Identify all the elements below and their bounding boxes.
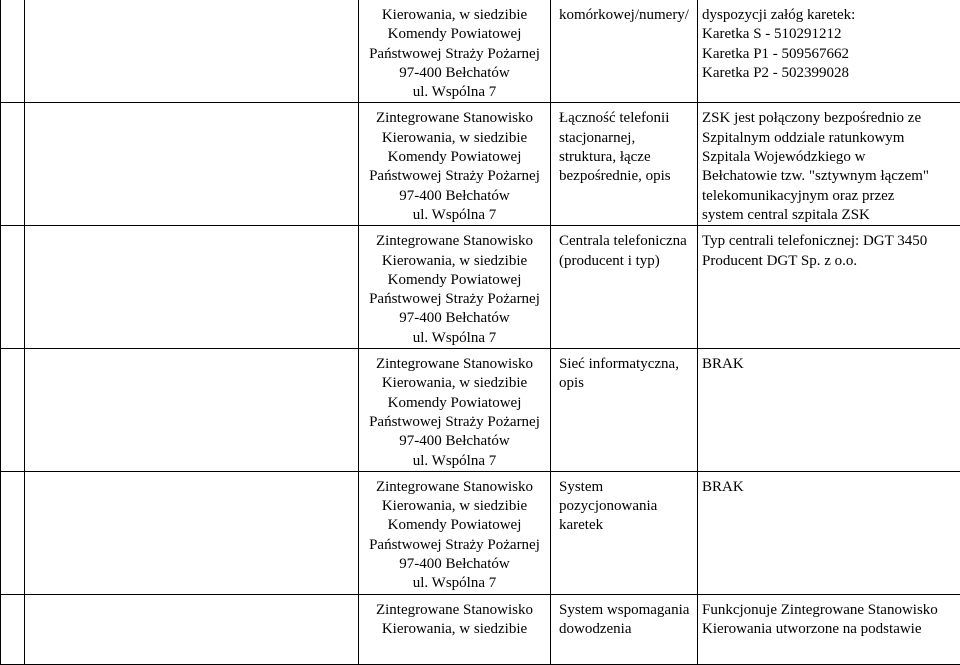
- description-line: Producent DGT Sp. z o.o.: [702, 252, 956, 271]
- category-line: bezpośrednie, opis: [559, 167, 691, 186]
- unit-line: 97-400 Bełchatów: [359, 64, 550, 83]
- description-line: Karetka P1 - 509567662: [702, 45, 956, 64]
- unit-line: ul. Wspólna 7: [359, 452, 550, 471]
- unit-line: ul. Wspólna 7: [359, 574, 550, 593]
- blank-cell: [25, 103, 359, 226]
- unit-line: ul. Wspólna 7: [359, 329, 550, 348]
- category-line: struktura, łącze: [559, 148, 691, 167]
- row-number-cell: [1, 471, 25, 594]
- description-line: BRAK: [702, 478, 956, 497]
- unit-line: Państwowej Straży Pożarnej: [359, 290, 550, 309]
- category-line: karetek: [559, 516, 691, 535]
- unit-cell: [359, 471, 551, 594]
- unit-line: Kierowania, w siedzibie: [359, 374, 550, 393]
- unit-line: Państwowej Straży Pożarnej: [359, 413, 550, 432]
- row-number-cell: [1, 226, 25, 349]
- unit-line: ul. Wspólna 7: [359, 83, 550, 102]
- blank-cell: [25, 0, 359, 103]
- description-line: Funkcjonuje Zintegrowane Stanowisko: [702, 601, 956, 620]
- category-line: System: [559, 478, 691, 497]
- blank-cell: [25, 594, 359, 664]
- description-line: telekomunikacyjnym oraz przez: [702, 187, 956, 206]
- unit-line: 97-400 Bełchatów: [359, 555, 550, 574]
- description-line: Kierowania utworzone na podstawie: [702, 620, 956, 639]
- row-number-cell: [1, 103, 25, 226]
- table-row: [1, 594, 960, 664]
- unit-cell: [359, 349, 551, 472]
- unit-cell: [359, 594, 551, 664]
- category-cell: [551, 349, 698, 472]
- description-line: system central szpitala ZSK: [702, 206, 956, 225]
- category-cell: [551, 471, 698, 594]
- unit-line: 97-400 Bełchatów: [359, 309, 550, 328]
- category-cell: [551, 594, 698, 664]
- description-cell: [698, 594, 960, 664]
- unit-line: Komendy Powiatowej: [359, 394, 550, 413]
- unit-line: Zintegrowane Stanowisko: [359, 232, 550, 251]
- unit-cell: [359, 0, 551, 103]
- unit-line: 97-400 Bełchatów: [359, 432, 550, 451]
- unit-cell: [359, 226, 551, 349]
- unit-line: Komendy Powiatowej: [359, 516, 550, 535]
- unit-cell: [359, 103, 551, 226]
- description-cell: [698, 471, 960, 594]
- unit-line: Zintegrowane Stanowisko: [359, 109, 550, 128]
- category-line: komórkowej/numery/: [559, 6, 691, 25]
- unit-line: Zintegrowane Stanowisko: [359, 478, 550, 497]
- description-line: Typ centrali telefonicznej: DGT 3450: [702, 232, 956, 251]
- unit-line: Komendy Powiatowej: [359, 271, 550, 290]
- unit-line: Zintegrowane Stanowisko: [359, 601, 550, 620]
- category-line: dowodzenia: [559, 620, 691, 639]
- description-line: dyspozycji załóg karetek:: [702, 6, 956, 25]
- description-line: BRAK: [702, 355, 956, 374]
- blank-cell: [25, 471, 359, 594]
- description-cell: [698, 103, 960, 226]
- description-cell: [698, 226, 960, 349]
- description-line: Szpitalnym oddziale ratunkowym: [702, 129, 956, 148]
- description-line: Karetka P2 - 502399028: [702, 64, 956, 83]
- unit-line: Komendy Powiatowej: [359, 25, 550, 44]
- category-line: Centrala telefoniczna: [559, 232, 691, 251]
- description-cell: [698, 349, 960, 472]
- category-line: Sieć informatyczna,: [559, 355, 691, 374]
- table-row: [1, 103, 960, 226]
- table-row: [1, 226, 960, 349]
- category-line: System wspomagania: [559, 601, 691, 620]
- description-line: ZSK jest połączony bezpośrednio ze: [702, 109, 956, 128]
- table-row: [1, 349, 960, 472]
- description-line: Karetka S - 510291212: [702, 25, 956, 44]
- table-body: [1, 0, 960, 664]
- unit-line: Kierowania, w siedzibie: [359, 129, 550, 148]
- row-number-cell: [1, 594, 25, 664]
- unit-line: Kierowania, w siedzibie: [359, 497, 550, 516]
- category-line: stacjonarnej,: [559, 129, 691, 148]
- unit-line: Komendy Powiatowej: [359, 148, 550, 167]
- description-line: Szpitala Wojewódzkiego w: [702, 148, 956, 167]
- category-line: pozycjonowania: [559, 497, 691, 516]
- category-cell: [551, 0, 698, 103]
- table-row: [1, 471, 960, 594]
- category-cell: [551, 103, 698, 226]
- category-cell: [551, 226, 698, 349]
- row-number-cell: [1, 0, 25, 103]
- unit-line: Zintegrowane Stanowisko: [359, 355, 550, 374]
- unit-line: ul. Wspólna 7: [359, 206, 550, 225]
- table-row: [1, 0, 960, 103]
- unit-line: Kierowania, w siedzibie: [359, 620, 550, 639]
- unit-line: Kierowania, w siedzibie: [359, 252, 550, 271]
- unit-line: 97-400 Bełchatów: [359, 187, 550, 206]
- blank-cell: [25, 349, 359, 472]
- category-line: (producent i typ): [559, 252, 691, 271]
- unit-line: Państwowej Straży Pożarnej: [359, 45, 550, 64]
- category-line: Łączność telefonii: [559, 109, 691, 128]
- blank-cell: [25, 226, 359, 349]
- unit-line: Państwowej Straży Pożarnej: [359, 167, 550, 186]
- row-number-cell: [1, 349, 25, 472]
- unit-line: Kierowania, w siedzibie: [359, 6, 550, 25]
- description-line: Bełchatowie tzw. "sztywnym łączem": [702, 167, 956, 186]
- unit-line: Państwowej Straży Pożarnej: [359, 536, 550, 555]
- category-line: opis: [559, 374, 691, 393]
- description-cell: [698, 0, 960, 103]
